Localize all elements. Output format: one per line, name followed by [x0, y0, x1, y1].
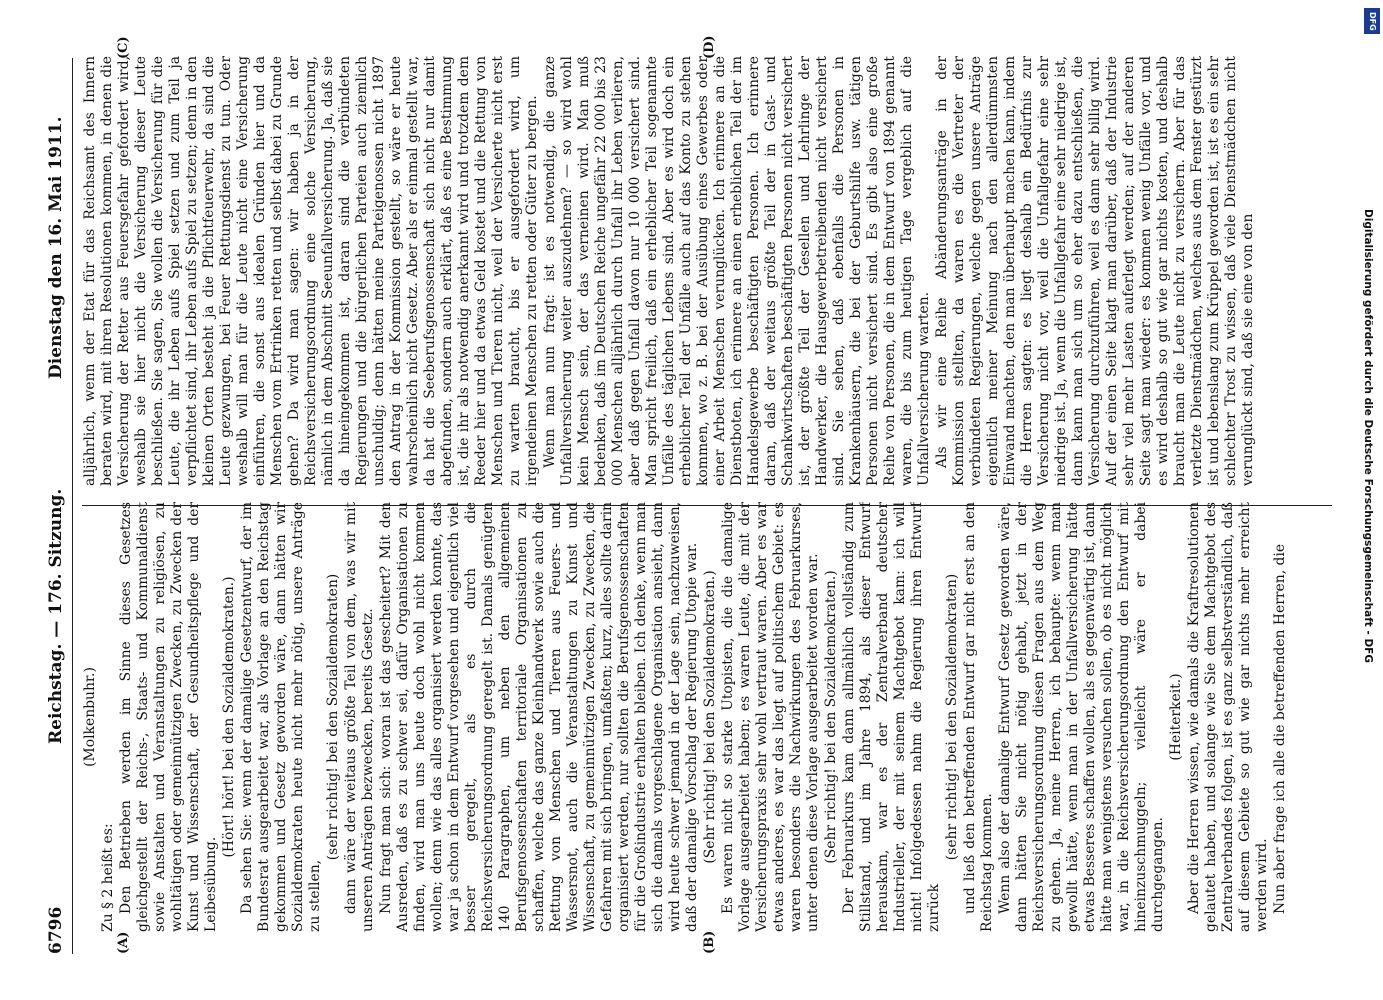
paragraph: alljährlich, wenn der Etat für das Reichsamt des Innern beraten wird, mit ihren Resolutionen kommen, in denen die Versicherung der Retter aus Feuersgefahr gefordert wird, weshalb sie hier nicht die Versicherung dieser Leute beschließen. Sie sagen, Sie wollen die Versicherung für die Leute, die ihr Leben aufs Spiel setzen und zum Teil ja verpflichtet sind, ihr Leben aufs Spiel zu setzen; denn in den kleinen Orten besteht ja die Pflichtfeuerwehr, da sind die Leute gezwungen, bei Feuer Rettungsdienst zu tun. Oder weshalb will man für die Leute nicht eine Versicherung einführen, die sonst aus idealen Gründen hier und da Menschen vom Ertrinken retten und selbst dabei zu Grunde gehen? Da wird man sagen: wir haben ja in der Reichsversicherungsordnung eine solche Versicherung, nämlich in dem Abschnitt Seeunfallversicherung. Ja, daß sie da hineingekommen ist, daran sind die verbündeten Regierungen und die bürgerlichen Parteien auch ziemlich unschuldig; denn hätten meine Parteigenossen nicht 1897 den Antrag in der Kommission gestellt, so wäre er heute wahrscheinlich nicht Gesetz. Aber als er einmal gestellt war, da hat die Seeberufsgenossenschaft sich nicht nur damit abgefunden, sondern auch erklärt, daß es eine Bestimmung ist, die ihr als notwendig anerkannt wird und trotzdem dem Reeder hier und da etwas Geld kostet und die Rettung von Menschen und Tieren nicht, weil der Versicherte nicht erst zu warten braucht, bis er ausgefordert wird, um irgendeinen Menschen zu retten oder Güter zu bergen.	[82, 56, 540, 486]
paragraph: (sehr richtig! bei den Sozialdemokraten)	[325, 573, 341, 861]
credit-text: Digitalisierung gefördert durch die Deutsche Forschungsgemeinschaft - DFG	[1362, 209, 1374, 663]
paragraph: Der Februarkurs kam dann allmählich vollständig zum Stillstand, und im Jahre 1894, als dieser Entwurf herauskam, war es der Zentralverband deutscher Industrieller, der mit seinem Machtgebot kam: ich will nicht! Infolgedessen nahm die Regierung ihren Entwurf zurück	[841, 502, 942, 932]
paragraph: Nun aber frage ich alle die betreffenden Herren, die	[1272, 543, 1288, 914]
digitization-credit	[1358, 10, 1378, 990]
dfg-logo: DFG	[1364, 8, 1380, 34]
text-columns	[82, 35, 1343, 954]
paragraph: (Sehr richtig! bei den Sozialdemokraten.)	[702, 570, 718, 864]
paragraph: Zu § 2 heißt es:	[100, 823, 116, 932]
marker-b: (B)	[702, 930, 717, 954]
marker-d: (D)	[702, 35, 717, 59]
marker-a: (A)	[116, 931, 131, 954]
session-date: Dienstag den 16. Mai 1911.	[46, 116, 66, 379]
paragraph: (Heiterkeit.)	[1168, 673, 1184, 761]
column-divider	[82, 505, 1332, 506]
page-header	[44, 58, 73, 954]
page-number: 6796	[46, 906, 66, 954]
paragraph: Da sehen Sie: wenn der damalige Gesetzentwurf, der im Bundesrat ausgearbeitet war, als Vorlage an den Reichstag gekommen und Gesetz geworden wäre, dann hätten wir Sozialdemokraten heute nicht mehr nötig, unsere Anträge zu stellen,	[239, 502, 323, 932]
paragraph: Wenn also der damalige Entwurf Gesetz geworden wäre, dann hätten Sie nicht nötig gehabt, jetzt in der Reichsversicherungsordnung diesen Fragen aus dem Weg zu gehen. Ja, meine Herren, ich behaupte: wenn man gewollt hätte, wenn man in der Unfallversicherung hätte etwas Besseres schaffen wollen, als es gegenwärtig ist, dann hätte man wenigstens versuchen sollen, ob es nicht möglich war, in die Reichsversicherungsordnung den Entwurf mit hineinzuschmuggeln; vielleicht wäre er dabei durchgegangen.	[997, 502, 1166, 932]
marker-c: (C)	[116, 36, 131, 59]
right-column	[82, 56, 1332, 486]
paragraph: Den Betrieben werden im Sinne dieses Gesetzes gleichgestellt der Reichs-, Staats- und Kommunaldienst sowie Anstalten und Veranstaltungen zu religiösen, zu wohltätigen oder gemeinnützigen Zwecken, zu Zwecken der Kunst und Wissenschaft, der Gesundheitspflege und der Leibesübung.	[118, 502, 219, 932]
paragraph: Wenn man nun fragt: ist es notwendig, die ganze Unfallversicherung weiter auszudehnen? — so wird wohl kein Mensch sein, der das verneinen wird. Man muß bedenken, daß im Deutschen Reiche ungefähr 22 000 bis 23 000 Menschen alljährlich durch Unfall ihr Leben verlieren, aber daß gegen Unfall davon nur 10 000 versichert sind. Man spricht freilich, daß ein erheblicher Teil sogenannte Unfälle des täglichen Lebens sind. Aber es wird doch ein erheblicher Teil der Unfälle auch auf das Konto zu stehen kommen, wo z. B. bei der Ausübung eines Gewerbes oder einer Arbeit Menschen verunglücken. Ich erinnere an die Dienstboten, ich erinnere an einen erheblichen Teil der im Handelsgewerbe beschäftigten Personen. Ich erinnere daran, daß der weitaus größte Teil der in Gast- und Schankwirtschaften beschäftigten Personen nicht versichert ist, der größte Teil der Gesellen und Lehrlinge der Handwerker, die Hausgewerbetreibenden nicht versichert sind. Sie sehen, daß ebenfalls die Personen in Krankenhäusern, die bei der Geburtshilfe usw. tätigen Personen nicht versichert sind. Es gibt also eine große Reihe von Personen, die in dem Entwurf von 1894 genannt waren, die bis zum heutigen Tage vergeblich auf die Unfallversicherung warten.	[542, 56, 932, 486]
paragraph: (sehr richtig! bei den Sozialdemokraten)	[944, 573, 960, 861]
paragraph: dann wäre der weitaus größte Teil von dem, was wir mit unseren Anträgen bezwecken, bereits Gesetz.	[343, 502, 376, 932]
paragraph: (Molkenbuhr.)	[82, 667, 98, 767]
paragraph: (Hört! hört! bei den Sozialdemokraten.)	[221, 576, 237, 858]
paragraph: Es waren nicht so starke Utopisten, die die damalige Vorlage ausgearbeitet haben; es waren Leute, die mit der Versicherungspraxis sehr wohl vertraut waren. Aber es war etwas anderes, es war das liegt auf politischem Gebiet: es waren besonders die Nachwirkungen des Februarkurses, unter denen diese Vorlage ausgearbeitet worden war.	[720, 502, 821, 932]
paragraph: Aber die Herren wissen, wie damals die Kraftresolutionen gelautet haben, und solange wie Sie dem Machtgebot des Zentralverbandes folgen, ist es ganz selbstverständlich, daß auf diesem Gebiete so gut wie gar nichts mehr erreicht werden wird.	[1186, 502, 1270, 932]
session-title: Reichstag. — 176. Sitzung.	[46, 488, 66, 744]
paragraph: Nun fragt man sich: woran ist das gescheitert? Mit den Ausreden, daß es zu schwer sei, dafür Organisationen zu finden, wird man uns heute doch wohl nicht kommen wollen; denn wie das alles organisiert werden konnte, das war ja schon in dem Entwurf vorgesehen und eigentlich viel besser geregelt, als es durch die Reichsversicherungsordnung geregelt ist. Damals genügten 140 Paragraphen, um neben den allgemeinen Berufsgenossenschaften territoriale Organisationen zu schaffen, welche das ganze Kleinhandwerk sowie auch die Rettung von Menschen und Tieren aus Feuers- und Wassersnot, auch die Veranstaltungen zu Kunst und Wissenschaft, zu gemeinnützigen Zwecken, zu Zwecken, die Gefahren mit sich bringen, umfaßten; kurz, alles sollte darin organisiert werden, nur sollten die Berufsgenossenschaften für die Großindustrie erhalten bleiben. Ich denke, wenn man sich die damals vorgeschlagene Organisation ansieht, dann wird heute schwer jemand in der Lage sein, nachzuweisen, daß der damalige Vorschlag der Regierung Utopie war.	[378, 502, 700, 932]
left-column	[82, 502, 1332, 932]
paragraph: (Sehr richtig! bei den Sozialdemokraten.)	[823, 570, 839, 864]
paragraph: Als wir eine Reihe Abänderungsanträge in der Kommission stellten, da waren es die Vertreter der verbündeten Regierungen, welche gegen unsere Anträge eigentlich meiner Meinung nach den allerdümmsten Einwand machten, den man überhaupt machen kann, indem die Herren sagten: es liegt deshalb ein Bedürfnis zur Versicherung nicht vor, weil die Unfallgefahr eine sehr niedrige ist. Ja, wenn die Unfallgefahr eine sehr niedrige ist, dann kann man sich um so eher dazu entschließen, die Versicherung durchzuführen, weil es dann sehr billig wird. Auf der einen Seite klagt man darüber, daß der Industrie sehr viel mehr Lasten auferlegt werden; auf der anderen Seite sagt man wieder: es kommen wenig Unfälle vor, und es wird deshalb so gut wie gar nichts kosten, und deshalb braucht man die Leute nicht zu versichern. Aber für das verletzte Dienstmädchen, welches aus dem Fenster gestürzt ist und lebenslang zum Krüppel geworden ist, ist es ein sehr schlechter Trost zu wissen, daß viele Dienstmädchen nicht verunglückt sind, daß sie eine von den	[934, 56, 1256, 486]
paragraph: und ließ den betreffenden Entwurf gar nicht erst an den Reichstag kommen.	[962, 502, 995, 932]
